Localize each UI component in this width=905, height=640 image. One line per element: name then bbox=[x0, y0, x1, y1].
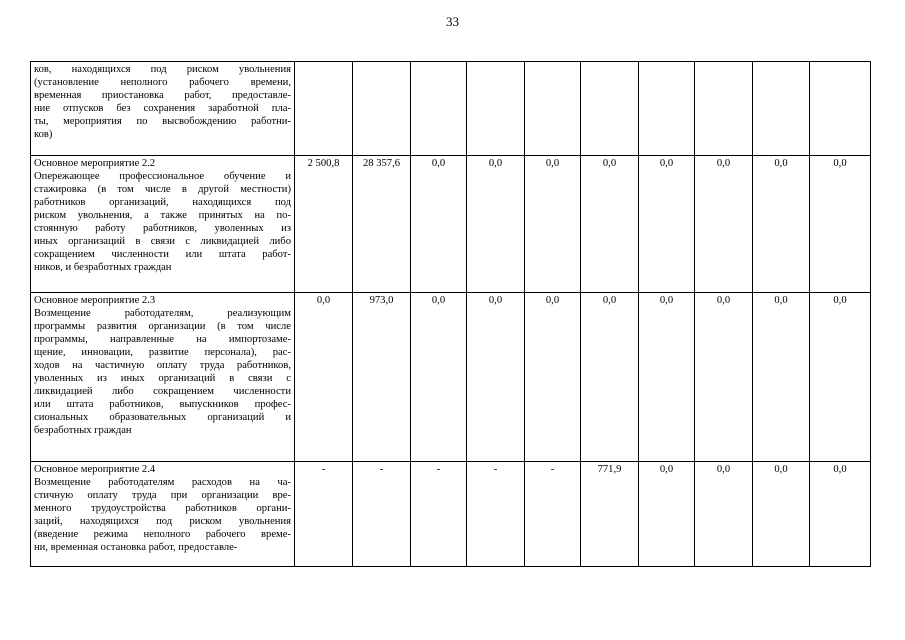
row-description bbox=[31, 156, 295, 293]
value-cell: - bbox=[411, 462, 467, 567]
value-cell: 0,0 bbox=[639, 293, 695, 462]
value-cell: 771,9 bbox=[581, 462, 639, 567]
description-line: программы развития организации (в том числе bbox=[34, 321, 291, 332]
description-line: уволенных из иных организаций в связи с bbox=[34, 373, 291, 384]
description-line: программы, направленные на импортозаме- bbox=[34, 334, 291, 345]
description-line: иных организаций в связи с ликвидацией либо bbox=[34, 236, 291, 247]
row-title: Основное мероприятие 2.3 bbox=[34, 295, 156, 306]
row-title: Основное мероприятие 2.4 bbox=[34, 464, 156, 475]
value-cell bbox=[695, 62, 753, 156]
value-cell: 0,0 bbox=[581, 293, 639, 462]
value-cell bbox=[295, 62, 353, 156]
table-row bbox=[31, 462, 871, 567]
table-body bbox=[31, 62, 871, 567]
description-line: ты, мероприятия по высвобождению работни- bbox=[34, 116, 291, 127]
value-cell bbox=[411, 62, 467, 156]
description-line: или штата работников, выпускников профес- bbox=[34, 399, 291, 410]
table-row bbox=[31, 293, 871, 462]
description-line: временная приостановка работ, предоставле- bbox=[34, 90, 291, 101]
value-cell bbox=[639, 62, 695, 156]
value-cell: - bbox=[467, 462, 525, 567]
value-cell: 0,0 bbox=[695, 462, 753, 567]
description-line: безработных граждан bbox=[34, 425, 132, 436]
description-line: ликвидацией либо сокращением численности bbox=[34, 386, 291, 397]
description-line: стоянную работу работников, уволенных из bbox=[34, 223, 291, 234]
row-description bbox=[31, 293, 295, 462]
value-cell bbox=[467, 62, 525, 156]
value-cell: 0,0 bbox=[695, 293, 753, 462]
row-description bbox=[31, 62, 295, 156]
description-line: риском увольнения, а также принятых на по- bbox=[34, 210, 291, 221]
value-cell: 0,0 bbox=[753, 293, 810, 462]
value-cell: - bbox=[295, 462, 353, 567]
value-cell: 0,0 bbox=[411, 293, 467, 462]
value-cell: 0,0 bbox=[810, 293, 871, 462]
table-row bbox=[31, 156, 871, 293]
value-cell: - bbox=[525, 462, 581, 567]
value-cell: 0,0 bbox=[639, 462, 695, 567]
value-cell bbox=[353, 62, 411, 156]
value-cell bbox=[581, 62, 639, 156]
value-cell bbox=[525, 62, 581, 156]
table-row bbox=[31, 62, 871, 156]
row-description bbox=[31, 462, 295, 567]
description-line: ни, временная остановка работ, предоставле- bbox=[34, 542, 238, 553]
value-cell: - bbox=[353, 462, 411, 567]
value-cell bbox=[810, 62, 871, 156]
value-cell: 0,0 bbox=[467, 156, 525, 293]
description-line: стажировка (в том числе в другой местности) bbox=[34, 184, 291, 195]
description-line: щение, инновации, развитие персонала), рас- bbox=[34, 347, 291, 358]
description-line: сокращением численности или штата работ- bbox=[34, 249, 291, 260]
value-cell: 0,0 bbox=[695, 156, 753, 293]
value-cell: 0,0 bbox=[467, 293, 525, 462]
description-line: менного трудоустройства работников органи- bbox=[34, 503, 291, 514]
value-cell bbox=[753, 62, 810, 156]
value-cell: 0,0 bbox=[581, 156, 639, 293]
page-number: 33 bbox=[446, 14, 459, 29]
description-line: ников, и безработных граждан bbox=[34, 262, 172, 273]
description-line: ков, находящихся под риском увольнения bbox=[34, 64, 291, 75]
description-line: (установление неполного рабочего времени, bbox=[34, 77, 291, 88]
value-cell: 0,0 bbox=[810, 462, 871, 567]
value-cell: 0,0 bbox=[753, 462, 810, 567]
description-line: работников организаций, находящихся под bbox=[34, 197, 291, 208]
description-line: (введение режима неполного рабочего време- bbox=[34, 529, 291, 540]
description-line: стичную оплату труда при организации вре- bbox=[34, 490, 291, 501]
description-line: Опережающее профессиональное обучение и bbox=[34, 171, 291, 182]
description-line: ков) bbox=[34, 129, 53, 140]
budget-table bbox=[30, 61, 871, 567]
value-cell: 0,0 bbox=[810, 156, 871, 293]
description-line: заций, находящихся под риском увольнения bbox=[34, 516, 291, 527]
value-cell: 0,0 bbox=[295, 293, 353, 462]
description-line: ходов на частичную оплату труда работников, bbox=[34, 360, 291, 371]
description-line: Возмещение работодателям, реализующим bbox=[34, 308, 291, 319]
value-cell: 0,0 bbox=[525, 293, 581, 462]
description-line: ние отпусков без сохранения заработной пла- bbox=[34, 103, 291, 114]
row-title: Основное мероприятие 2.2 bbox=[34, 158, 156, 169]
value-cell: 2 500,8 bbox=[295, 156, 353, 293]
value-cell: 28 357,6 bbox=[353, 156, 411, 293]
value-cell: 0,0 bbox=[639, 156, 695, 293]
value-cell: 0,0 bbox=[411, 156, 467, 293]
description-line: Возмещение работодателям расходов на ча- bbox=[34, 477, 291, 488]
value-cell: 0,0 bbox=[753, 156, 810, 293]
value-cell: 973,0 bbox=[353, 293, 411, 462]
description-line: сиональных образовательных организаций и bbox=[34, 412, 291, 423]
value-cell: 0,0 bbox=[525, 156, 581, 293]
